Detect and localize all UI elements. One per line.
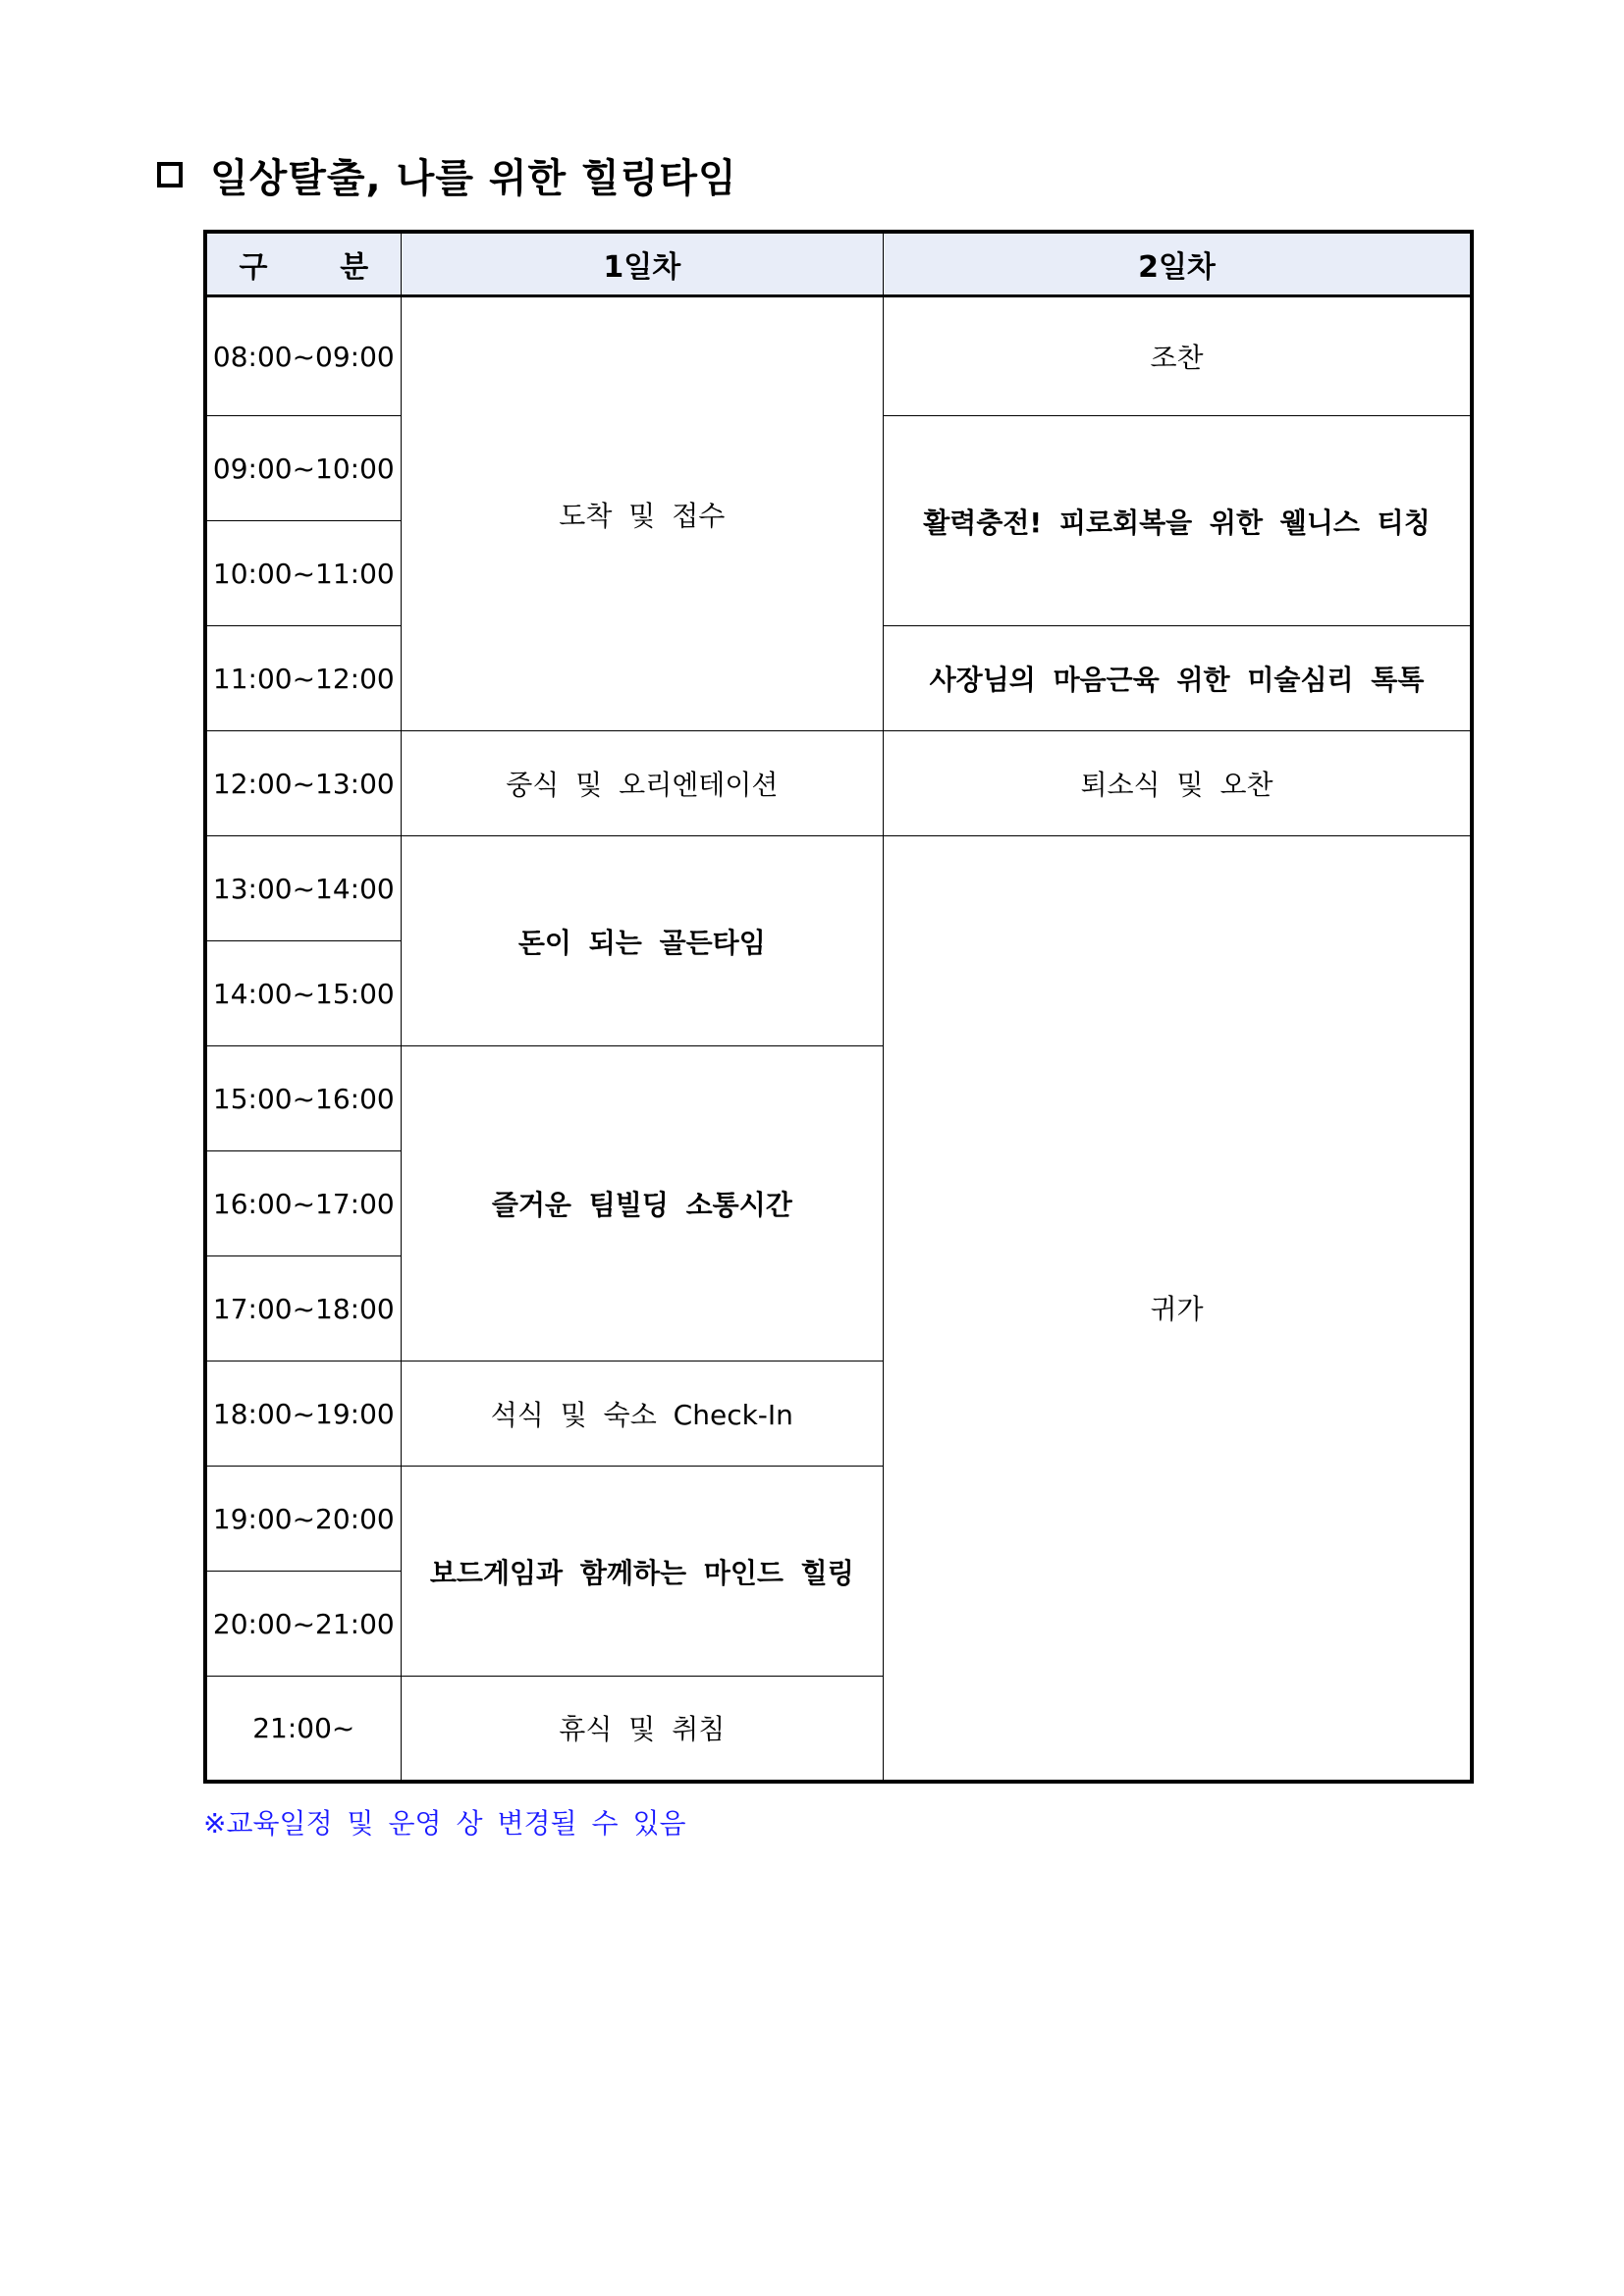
time-cell: 09:00~10:00 <box>205 416 401 521</box>
time-cell: 19:00~20:00 <box>205 1467 401 1572</box>
time-cell: 18:00~19:00 <box>205 1362 401 1467</box>
header-day2: 2일차 <box>884 232 1472 296</box>
day1-boardgame-cell: 보드게임과 함께하는 마인드 힐링 <box>401 1467 883 1677</box>
day2-breakfast-cell: 조찬 <box>884 296 1472 416</box>
day1-golden-cell: 돈이 되는 골든타임 <box>401 836 883 1046</box>
day2-checkout-cell: 퇴소식 및 오찬 <box>884 731 1472 836</box>
table-row <box>205 296 1472 416</box>
day2-wellness-cell: 활력충전! 피로회복을 위한 웰니스 티칭 <box>884 416 1472 626</box>
day1-arrival-cell: 도착 및 접수 <box>401 296 883 731</box>
page-title-text: 일상탈출, 나를 위한 힐링타임 <box>210 155 737 201</box>
time-cell: 16:00~17:00 <box>205 1151 401 1256</box>
time-cell: 15:00~16:00 <box>205 1046 401 1151</box>
time-cell: 14:00~15:00 <box>205 941 401 1046</box>
time-cell: 17:00~18:00 <box>205 1256 401 1362</box>
header-day1: 1일차 <box>401 232 883 296</box>
schedule-table <box>203 230 1474 1784</box>
time-cell: 20:00~21:00 <box>205 1572 401 1677</box>
day1-teambuilding-cell: 즐거운 팀빌딩 소통시간 <box>401 1046 883 1362</box>
square-bullet-icon <box>157 162 183 187</box>
time-cell: 11:00~12:00 <box>205 626 401 731</box>
schedule-note: ※교육일정 및 운영 상 변경될 수 있음 <box>203 1807 686 1840</box>
day2-return-cell: 귀가 <box>884 836 1472 1782</box>
table-row <box>205 731 1472 836</box>
time-cell: 21:00~ <box>205 1677 401 1782</box>
page-title <box>157 145 737 204</box>
table-header-row <box>205 232 1472 296</box>
day1-lunch-cell: 중식 및 오리엔테이션 <box>401 731 883 836</box>
time-cell: 13:00~14:00 <box>205 836 401 941</box>
time-cell: 10:00~11:00 <box>205 521 401 626</box>
day2-art-cell: 사장님의 마음근육 위한 미술심리 톡톡 <box>884 626 1472 731</box>
day1-rest-cell: 휴식 및 취침 <box>401 1677 883 1782</box>
header-category: 구 분 <box>205 232 401 296</box>
table-row <box>205 836 1472 941</box>
time-cell: 08:00~09:00 <box>205 296 401 416</box>
day1-dinner-cell: 석식 및 숙소 Check-In <box>401 1362 883 1467</box>
time-cell: 12:00~13:00 <box>205 731 401 836</box>
